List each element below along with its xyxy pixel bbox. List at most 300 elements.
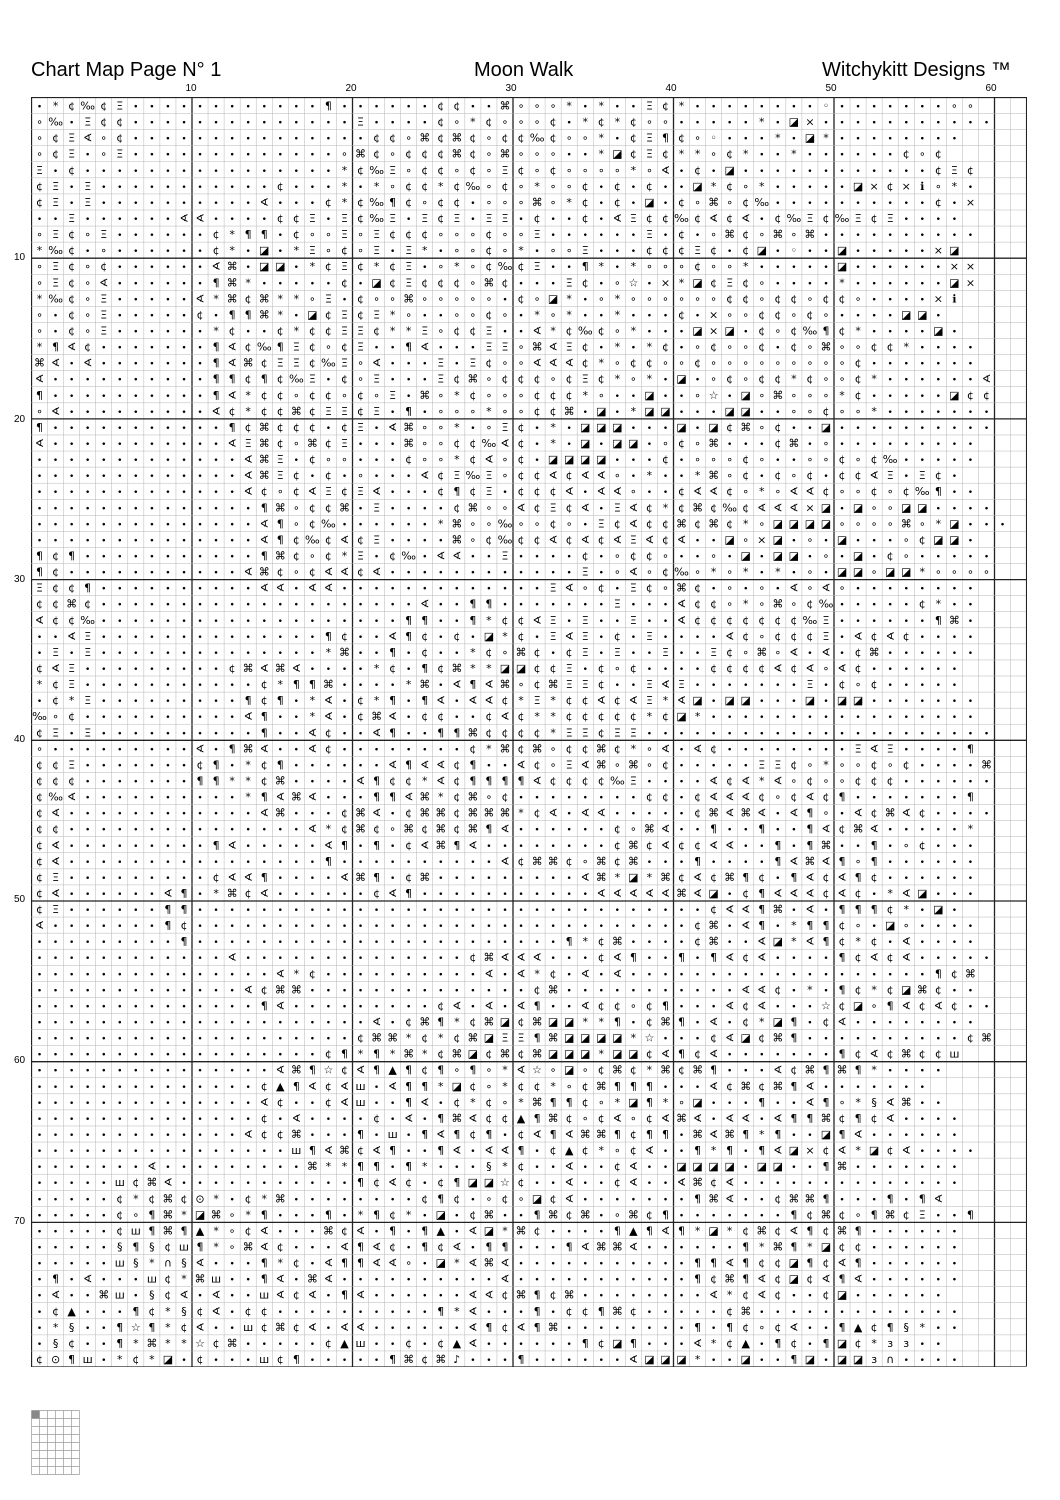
stitch-symbol: * (165, 1305, 171, 1318)
stitch-symbol: ¢ (678, 196, 685, 209)
stitch-symbol: • (37, 697, 42, 707)
stitch-symbol: • (952, 1035, 957, 1045)
stitch-symbol: • (470, 569, 475, 579)
stitch-symbol: ∘ (614, 1208, 621, 1221)
stitch-symbol: • (807, 1340, 812, 1350)
stitch-symbol: ∘ (614, 1144, 621, 1157)
stitch-symbol: ∘ (662, 582, 669, 595)
stitch-symbol: ‰ (80, 100, 95, 113)
stitch-symbol: • (85, 842, 90, 852)
stitch-symbol: • (117, 954, 122, 964)
stitch-symbol: ¢ (357, 212, 364, 225)
stitch-symbol: ш (115, 1257, 125, 1270)
stitch-symbol: * (855, 935, 861, 948)
stitch-symbol: ◪ (580, 1048, 590, 1061)
stitch-symbol: ∘ (518, 517, 525, 530)
stitch-symbol: ¢ (710, 614, 717, 627)
stitch-symbol: Ξ (68, 132, 75, 145)
stitch-symbol: ⌘ (676, 582, 687, 595)
stitch-symbol: • (839, 970, 844, 980)
stitch-symbol: ∘ (806, 453, 813, 466)
stitch-symbol: ∢ (260, 807, 269, 820)
stitch-symbol: • (550, 1227, 555, 1237)
stitch-symbol: • (920, 135, 925, 145)
stitch-symbol: • (791, 1131, 796, 1141)
stitch-symbol: • (278, 1308, 283, 1318)
stitch-symbol: ◪ (564, 1048, 574, 1061)
stitch-symbol: ◪ (628, 871, 638, 884)
stitch-symbol: • (871, 311, 876, 321)
stitch-symbol: • (936, 729, 941, 739)
stitch-symbol: ¶ (822, 1160, 829, 1173)
stitch-symbol: ∢ (356, 1064, 365, 1077)
stitch-symbol: ¢ (646, 999, 653, 1012)
stitch-symbol: • (615, 617, 620, 627)
stitch-symbol: ∘ (421, 453, 428, 466)
stitch-symbol: • (262, 649, 267, 659)
stitch-symbol: • (165, 167, 170, 177)
stitch-symbol: • (246, 585, 251, 595)
stitch-symbol: * (663, 1096, 669, 1109)
stitch-symbol: • (197, 552, 202, 562)
stitch-symbol: ¢ (197, 1305, 204, 1318)
stitch-symbol: • (904, 826, 909, 836)
stitch-symbol: • (69, 119, 74, 129)
stitch-symbol: • (310, 103, 315, 113)
stitch-symbol: • (470, 1356, 475, 1366)
stitch-symbol: • (37, 472, 42, 482)
stitch-symbol: • (149, 295, 154, 305)
stitch-symbol: • (213, 569, 218, 579)
stitch-symbol: ◪ (773, 517, 783, 530)
stitch-symbol: • (775, 199, 780, 209)
stitch-symbol: ¶ (839, 791, 846, 804)
stitch-symbol: • (888, 440, 893, 450)
stitch-symbol: ∘ (806, 566, 813, 579)
stitch-symbol: ¶ (437, 1112, 444, 1125)
stitch-symbol: * (679, 148, 685, 161)
stitch-symbol: ¢ (774, 614, 781, 627)
stitch-symbol: • (775, 119, 780, 129)
stitch-symbol: ¢ (453, 823, 460, 836)
stitch-symbol: • (197, 1163, 202, 1173)
stitch-symbol: ¢ (598, 582, 605, 595)
stitch-symbol: ¢ (485, 308, 492, 321)
stitch-symbol: ∘ (518, 389, 525, 402)
stitch-symbol: • (133, 215, 138, 225)
stitch-symbol: ∘ (534, 100, 541, 113)
stitch-symbol: ¢ (52, 823, 59, 836)
stitch-symbol: • (406, 1227, 411, 1237)
stitch-symbol: ▲ (67, 1305, 76, 1318)
stitch-symbol: • (165, 745, 170, 755)
stitch-symbol: ¢ (325, 260, 332, 273)
stitch-symbol: • (69, 1147, 74, 1157)
stitch-symbol: • (888, 697, 893, 707)
stitch-symbol: ◪ (532, 1192, 542, 1205)
stitch-symbol: ¢ (598, 325, 605, 338)
stitch-symbol: ∘ (485, 292, 492, 305)
stitch-symbol: ∢ (757, 501, 766, 514)
stitch-symbol: ¢ (822, 292, 829, 305)
stitch-symbol: • (550, 649, 555, 659)
stitch-symbol: • (117, 295, 122, 305)
stitch-symbol: * (470, 1096, 476, 1109)
stitch-symbol: ¢ (245, 1192, 252, 1205)
stitch-symbol: ¢ (983, 389, 990, 402)
stitch-symbol: • (567, 906, 572, 916)
stitch-symbol: • (647, 1324, 652, 1334)
stitch-symbol: • (920, 1083, 925, 1093)
stitch-symbol: ∘ (839, 1096, 846, 1109)
stitch-symbol: ¢ (566, 855, 573, 868)
stitch-symbol: • (117, 777, 122, 787)
stitch-symbol: ¶ (550, 1096, 557, 1109)
stitch-symbol: ⌘ (243, 662, 254, 675)
stitch-symbol: ¢ (582, 1305, 589, 1318)
stitch-symbol: • (727, 681, 732, 691)
stitch-symbol: • (823, 1308, 828, 1318)
stitch-symbol: ¢ (68, 1337, 75, 1350)
stitch-symbol: • (53, 536, 58, 546)
stitch-symbol: • (470, 1276, 475, 1286)
stitch-symbol: ¢ (582, 276, 589, 289)
stitch-symbol: • (85, 906, 90, 916)
stitch-symbol: • (839, 729, 844, 739)
stitch-symbol: • (229, 552, 234, 562)
stitch-symbol: ⌘ (628, 758, 639, 771)
stitch-symbol: ∘ (903, 549, 910, 562)
stitch-symbol: • (229, 1051, 234, 1061)
stitch-symbol: * (133, 1192, 139, 1205)
stitch-symbol: • (133, 906, 138, 916)
stitch-symbol: ◪ (484, 1176, 494, 1189)
stitch-symbol: ‰ (369, 212, 384, 225)
stitch-symbol: § (69, 1321, 75, 1334)
stitch-symbol: ¢ (614, 180, 621, 193)
stitch-symbol: • (775, 247, 780, 257)
stitch-symbol: ¢ (501, 132, 508, 145)
stitch-symbol: ∢ (420, 758, 429, 771)
stitch-symbol: ¶ (582, 1337, 589, 1350)
stitch-symbol: • (647, 440, 652, 450)
stitch-symbol: ∘ (823, 437, 830, 450)
stitch-symbol: • (663, 858, 668, 868)
stitch-symbol: ¶ (806, 823, 813, 836)
stitch-symbol: * (374, 662, 380, 675)
stitch-symbol: • (53, 922, 58, 932)
stitch-symbol: ¶ (213, 774, 220, 787)
stitch-symbol: • (871, 697, 876, 707)
stitch-symbol: • (759, 697, 764, 707)
stitch-symbol: ∢ (661, 164, 670, 177)
stitch-symbol: • (839, 1195, 844, 1205)
stitch-symbol: ∢ (837, 887, 846, 900)
stitch-symbol: • (486, 1276, 491, 1286)
stitch-symbol: • (695, 681, 700, 691)
stitch-symbol: ¶ (373, 1160, 380, 1173)
stitch-symbol: • (952, 1356, 957, 1366)
stitch-symbol: • (871, 295, 876, 305)
stitch-symbol: ⌘ (869, 646, 880, 659)
stitch-symbol: • (631, 938, 636, 948)
stitch-symbol: ¢ (357, 710, 364, 723)
stitch-symbol: ∢ (372, 1241, 381, 1254)
stitch-symbol: ¢ (518, 292, 525, 305)
stitch-symbol: ¢ (405, 148, 412, 161)
stitch-symbol: ¶ (871, 839, 878, 852)
stitch-symbol: • (310, 1099, 315, 1109)
stitch-symbol: ∘ (437, 260, 444, 273)
stitch-symbol: • (213, 858, 218, 868)
stitch-symbol: • (422, 1115, 427, 1125)
stitch-symbol: ⌘ (146, 1337, 157, 1350)
stitch-symbol: ∢ (773, 887, 782, 900)
stitch-symbol: ¢ (742, 1289, 749, 1302)
stitch-symbol: • (149, 472, 154, 482)
stitch-symbol: ¢ (325, 726, 332, 739)
stitch-symbol: • (711, 729, 716, 739)
stitch-symbol: ∘ (132, 1208, 139, 1221)
stitch-symbol: • (438, 247, 443, 257)
stitch-symbol: ⌘ (660, 1064, 671, 1077)
stitch-symbol: • (968, 552, 973, 562)
stitch-symbol: • (888, 328, 893, 338)
stitch-symbol: ¢ (582, 710, 589, 723)
stitch-symbol: • (213, 103, 218, 113)
stitch-symbol: * (454, 453, 460, 466)
stitch-symbol: • (454, 601, 459, 611)
stitch-symbol: ∘ (389, 292, 396, 305)
stitch-symbol: • (85, 858, 90, 868)
stitch-symbol: • (85, 424, 90, 434)
stitch-symbol: • (631, 183, 636, 193)
stitch-symbol: * (679, 100, 685, 113)
stitch-symbol: • (647, 970, 652, 980)
stitch-symbol: * (294, 325, 300, 338)
stitch-symbol: Ξ (357, 341, 364, 354)
stitch-symbol: * (518, 1096, 524, 1109)
stitch-symbol: ¢ (614, 839, 621, 852)
stitch-symbol: ∢ (789, 501, 798, 514)
stitch-symbol: • (727, 826, 732, 836)
stitch-symbol: ∢ (500, 823, 509, 836)
stitch-symbol: • (101, 761, 106, 771)
stitch-symbol: * (454, 421, 460, 434)
stitch-symbol: ◪ (805, 517, 815, 530)
stitch-symbol: • (278, 231, 283, 241)
stitch-symbol: • (438, 601, 443, 611)
stitch-symbol: • (229, 1260, 234, 1270)
stitch-symbol: • (181, 1019, 186, 1029)
stitch-symbol: • (422, 1292, 427, 1302)
stitch-symbol: ∘ (84, 308, 91, 321)
stitch-symbol: • (727, 247, 732, 257)
stitch-symbol: ¢ (116, 1192, 123, 1205)
stitch-symbol: ¢ (501, 276, 508, 289)
stitch-symbol: ∘ (614, 276, 621, 289)
stitch-symbol: • (406, 536, 411, 546)
stitch-symbol: • (663, 665, 668, 675)
stitch-symbol: • (37, 1211, 42, 1221)
stitch-symbol: • (390, 874, 395, 884)
stitch-symbol: ◪ (708, 1160, 718, 1173)
stitch-symbol: • (390, 569, 395, 579)
stitch-symbol: • (165, 1035, 170, 1045)
stitch-symbol: ¢ (437, 148, 444, 161)
stitch-symbol: • (888, 247, 893, 257)
stitch-symbol: ¢ (871, 1321, 878, 1334)
stitch-symbol: ∢ (372, 1257, 381, 1270)
stitch-symbol: • (197, 569, 202, 579)
stitch-symbol: • (936, 794, 941, 804)
stitch-symbol: • (310, 1131, 315, 1141)
stitch-symbol: * (759, 774, 765, 787)
stitch-symbol: ◪ (195, 1208, 205, 1221)
stitch-symbol: • (342, 761, 347, 771)
stitch-symbol: • (550, 1179, 555, 1189)
stitch-symbol: • (550, 938, 555, 948)
stitch-symbol: • (855, 440, 860, 450)
stitch-symbol: • (246, 520, 251, 530)
stitch-symbol: • (181, 1356, 186, 1366)
stitch-symbol: • (599, 1324, 604, 1334)
stitch-symbol: • (133, 649, 138, 659)
stitch-symbol: • (229, 1099, 234, 1109)
stitch-symbol: • (229, 1195, 234, 1205)
stitch-symbol: * (278, 292, 284, 305)
stitch-symbol: • (920, 392, 925, 402)
stitch-symbol: ¢ (855, 662, 862, 675)
stitch-symbol: • (936, 408, 941, 418)
stitch-symbol: • (406, 392, 411, 402)
stitch-symbol: ∘ (502, 453, 509, 466)
stitch-symbol: • (117, 1163, 122, 1173)
stitch-symbol: ∢ (276, 999, 285, 1012)
stitch-symbol: ∢ (468, 1321, 477, 1334)
stitch-symbol: • (181, 842, 186, 852)
stitch-symbol: * (631, 325, 637, 338)
stitch-symbol: ¢ (277, 180, 284, 193)
stitch-symbol: • (213, 729, 218, 739)
stitch-symbol: ∢ (292, 662, 301, 675)
stitch-symbol: • (278, 1115, 283, 1125)
stitch-symbol: • (85, 890, 90, 900)
stitch-symbol: • (936, 1324, 941, 1334)
stitch-symbol: • (165, 456, 170, 466)
stitch-symbol: • (213, 135, 218, 145)
stitch-symbol: ∢ (789, 582, 798, 595)
stitch-symbol: ⌘ (772, 903, 783, 916)
stitch-symbol: ¢ (389, 774, 396, 787)
stitch-symbol: • (133, 1002, 138, 1012)
stitch-symbol: ¢ (421, 1353, 428, 1366)
stitch-symbol: ∘ (758, 1321, 765, 1334)
stitch-symbol: * (631, 1032, 637, 1045)
stitch-symbol: ⌘ (467, 791, 478, 804)
stitch-symbol: ∘ (469, 308, 476, 321)
stitch-symbol: • (743, 103, 748, 113)
stitch-symbol: ¢ (726, 212, 733, 225)
stitch-symbol: • (711, 697, 716, 707)
stitch-symbol: ⌘ (307, 437, 318, 450)
stitch-symbol: • (133, 1163, 138, 1173)
stitch-symbol: ⌘ (339, 1144, 350, 1157)
stitch-symbol: • (406, 1308, 411, 1318)
stitch-symbol: • (599, 1356, 604, 1366)
stitch-symbol: • (952, 906, 957, 916)
stitch-symbol: • (454, 954, 459, 964)
stitch-symbol: • (888, 424, 893, 434)
stitch-symbol: ¢ (213, 228, 220, 241)
stitch-symbol: • (534, 279, 539, 289)
stitch-symbol: • (952, 328, 957, 338)
stitch-symbol: • (133, 1051, 138, 1061)
stitch-symbol: ∢ (661, 1224, 670, 1237)
stitch-symbol: • (871, 1292, 876, 1302)
stitch-symbol: • (599, 633, 604, 643)
stitch-symbol: ¢ (309, 501, 316, 514)
stitch-symbol: • (631, 601, 636, 611)
stitch-symbol: • (390, 745, 395, 755)
stitch-symbol: • (85, 1147, 90, 1157)
stitch-symbol: • (358, 1195, 363, 1205)
stitch-symbol: ¢ (501, 1321, 508, 1334)
stitch-symbol: ⌘ (612, 1305, 623, 1318)
stitch-symbol: • (85, 1260, 90, 1270)
stitch-symbol: • (679, 392, 684, 402)
stitch-symbol: ◪ (933, 325, 943, 338)
stitch-symbol: ¢ (566, 1208, 573, 1221)
stitch-symbol: • (807, 199, 812, 209)
stitch-symbol: • (294, 183, 299, 193)
stitch-symbol: ∢ (837, 1144, 846, 1157)
stitch-symbol: ¶ (261, 1257, 268, 1270)
stitch-symbol: ∘ (839, 405, 846, 418)
stitch-symbol: ¢ (582, 1144, 589, 1157)
stitch-symbol: • (374, 1292, 379, 1302)
stitch-symbol: • (984, 810, 989, 820)
stitch-symbol: ∘ (742, 180, 749, 193)
stitch-symbol: ⌘ (323, 678, 334, 691)
stitch-symbol: ⌘ (259, 292, 270, 305)
stitch-symbol: • (85, 1179, 90, 1189)
stitch-symbol: • (904, 777, 909, 787)
stitch-symbol: • (470, 103, 475, 113)
stitch-symbol: ∘ (726, 196, 733, 209)
stitch-symbol: ¢ (855, 1241, 862, 1254)
stitch-symbol: Ξ (373, 373, 380, 386)
stitch-symbol: • (904, 199, 909, 209)
stitch-symbol: ¶ (806, 919, 813, 932)
stitch-symbol: • (342, 1035, 347, 1045)
stitch-symbol: • (647, 1276, 652, 1286)
stitch-symbol: • (663, 1276, 668, 1286)
stitch-symbol: • (599, 231, 604, 241)
stitch-symbol: • (454, 745, 459, 755)
stitch-symbol: ¶ (229, 421, 236, 434)
stitch-symbol: • (631, 199, 636, 209)
stitch-symbol: ¢ (662, 758, 669, 771)
stitch-symbol: ¢ (790, 791, 797, 804)
stitch-symbol: ⌘ (499, 1048, 510, 1061)
stitch-symbol: • (791, 167, 796, 177)
stitch-symbol: • (149, 408, 154, 418)
stitch-symbol: • (839, 552, 844, 562)
stitch-symbol: ¢ (469, 164, 476, 177)
stitch-symbol: • (695, 1002, 700, 1012)
stitch-symbol: • (711, 536, 716, 546)
